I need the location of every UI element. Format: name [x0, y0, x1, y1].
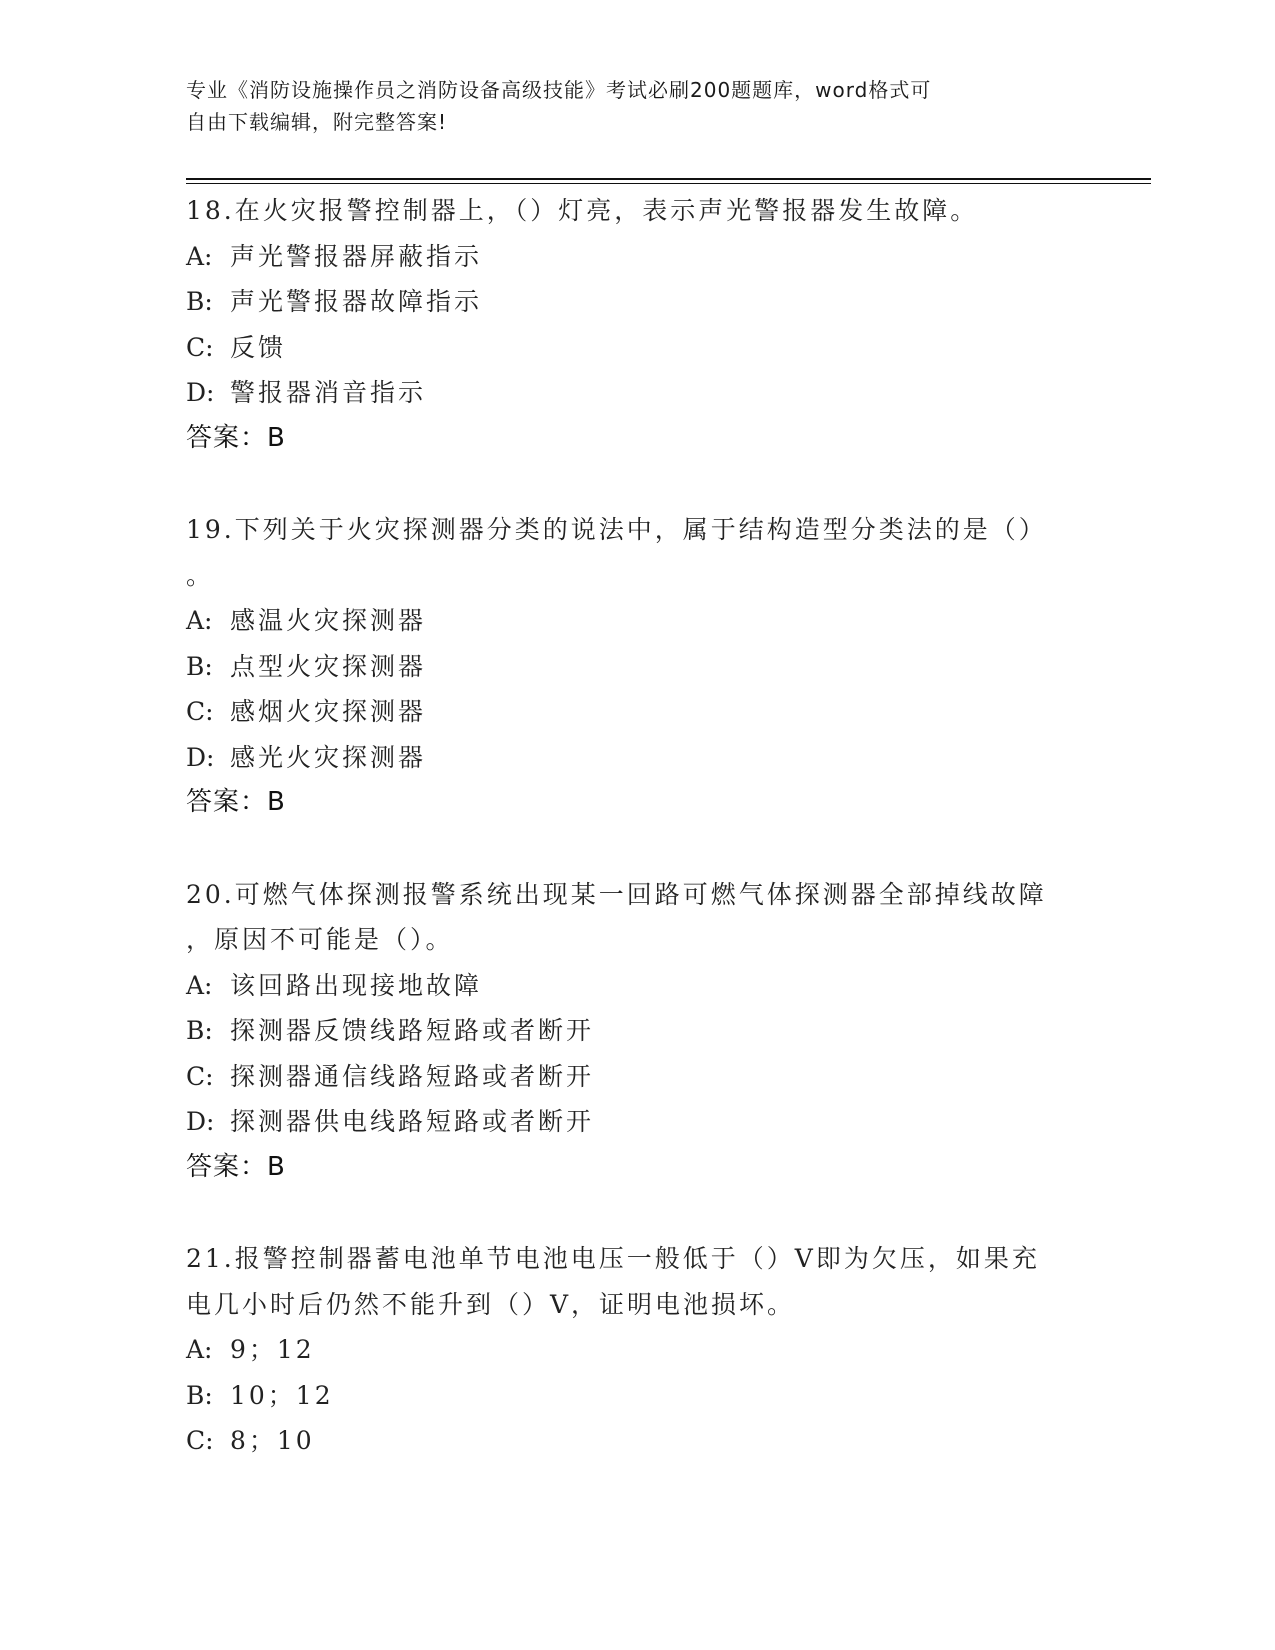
answer-option [186, 1054, 1086, 1100]
answer-option [186, 598, 1086, 644]
option-key: D: [186, 1107, 215, 1136]
option-key: A: [186, 1335, 213, 1364]
header-divider-thick [186, 178, 1151, 180]
question-list [186, 188, 1086, 1510]
answer-option [186, 963, 1086, 1009]
question-item [186, 507, 1086, 826]
option-key: A: [186, 241, 213, 271]
option-text: 该回路出现接地故障 [230, 970, 483, 1000]
question-stem: 。 [186, 560, 215, 590]
question-stem: 18.在火灾报警控制器上，（）灯亮，表示声光警报器发生故障。 [186, 196, 979, 225]
option-text: 点型火灾探测器 [230, 651, 427, 681]
option-key: A: [186, 606, 213, 635]
header-line-1: 专业《消防设施操作员之消防设备高级技能》考试必刷200题题库，word格式可 [186, 78, 932, 102]
question-stem: 电几小时后仍然不能升到（）V，证明电池损坏。 [186, 1289, 796, 1319]
answer-option [186, 370, 1086, 416]
option-text: 探测器通信线路短路或者断开 [230, 1061, 595, 1091]
answer-option [186, 689, 1086, 735]
document-header [186, 74, 1066, 138]
answer-line: 答案：B [186, 1151, 286, 1182]
option-key: B: [186, 651, 213, 681]
answer-option [186, 234, 1086, 280]
question-stem: 19.下列关于火灾探测器分类的说法中，属于结构造型分类法的是（） [186, 515, 1047, 544]
option-text: 感烟火灾探测器 [230, 697, 427, 726]
option-key: A: [186, 970, 213, 1000]
option-text: 反馈 [230, 332, 287, 362]
answer-option [186, 1327, 1086, 1373]
option-text: 探测器反馈线路短路或者断开 [230, 1016, 595, 1045]
answer-line: 答案：B [186, 422, 286, 453]
option-key: C: [186, 332, 214, 362]
option-key: C: [186, 1061, 214, 1091]
question-item [186, 188, 1086, 461]
question-stem: ，原因不可能是（）。 [186, 925, 454, 954]
option-text: 声光警报器屏蔽指示 [230, 241, 483, 271]
option-key: B: [186, 287, 213, 316]
option-key: B: [186, 1380, 213, 1410]
answer-option [186, 735, 1086, 781]
option-text: 8；10 [230, 1426, 315, 1455]
option-text: 感温火灾探测器 [230, 606, 427, 635]
answer-option [186, 279, 1086, 325]
answer-option [186, 644, 1086, 690]
question-stem: 21.报警控制器蓄电池单节电池电压一般低于（）V即为欠压，如果充 [186, 1244, 1040, 1273]
question-item [186, 872, 1086, 1191]
header-line-2: 自由下载编辑，附完整答案! [186, 110, 448, 134]
option-key: C: [186, 1426, 214, 1455]
answer-option [186, 325, 1086, 371]
answer-option [186, 1373, 1086, 1419]
answer-option [186, 1418, 1086, 1464]
answer-option [186, 1099, 1086, 1145]
header-divider-thin [186, 183, 1151, 184]
question-stem: 20.可燃气体探测报警系统出现某一回路可燃气体探测器全部掉线故障 [186, 879, 1047, 909]
option-key: D: [186, 742, 215, 772]
answer-option [186, 1008, 1086, 1054]
option-key: B: [186, 1016, 213, 1045]
option-text: 9；12 [230, 1335, 315, 1364]
question-item [186, 1236, 1086, 1464]
option-text: 声光警报器故障指示 [230, 287, 483, 316]
option-text: 探测器供电线路短路或者断开 [230, 1107, 595, 1136]
option-key: D: [186, 378, 215, 407]
option-key: C: [186, 697, 214, 726]
option-text: 10；12 [230, 1380, 334, 1410]
option-text: 感光火灾探测器 [230, 742, 427, 772]
answer-line: 答案：B [186, 787, 286, 817]
option-text: 警报器消音指示 [230, 378, 427, 407]
